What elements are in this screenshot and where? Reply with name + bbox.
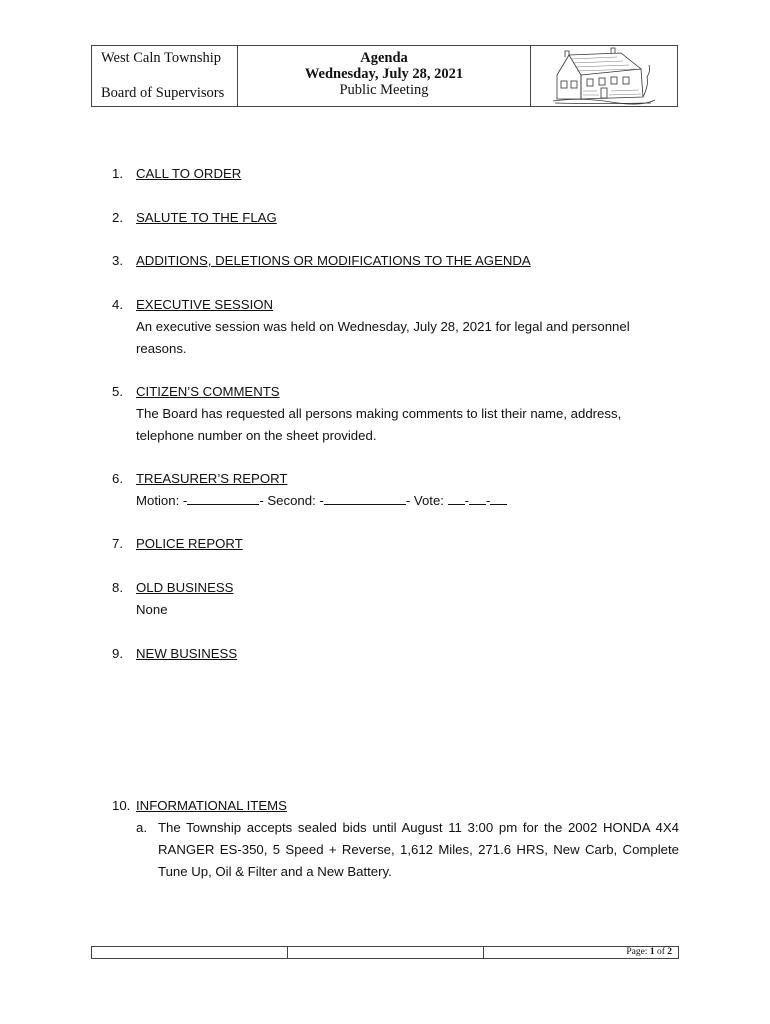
agenda-item [112,468,692,512]
item-number: 3. [112,253,123,268]
sub-item-text: The Township accepts sealed bids until August 11 3:00 pm for the 2002 HONDA 4X4 RANGER ES-350, 5 Speed + Reverse, 1,612 Miles, 271.6 HRS, New Carb, Complete Tune Up, Oil & Filter and a New Battery. [158,820,679,879]
page-title: Agenda [360,50,408,66]
header-table [91,45,678,107]
footer-cell [92,947,288,958]
page-of: of [654,947,668,957]
item-title: SALUTE TO THE FLAG [136,210,277,225]
org-name: West Caln Township [101,50,221,66]
motion-label: Motion: - [136,493,188,508]
vote-blank[interactable] [490,492,507,505]
agenda-item [112,207,692,229]
agenda-item [112,795,692,817]
page-total: 2 [667,947,672,957]
item-title: TREASURER’S REPORT [136,471,288,486]
motion-blank[interactable] [187,492,259,505]
item-title: ADDITIONS, DELETIONS OR MODIFICATIONS TO THE AGENDA [136,253,531,268]
item-title: INFORMATIONAL ITEMS [136,798,287,813]
org-board: Board of Supervisors [101,85,225,101]
agenda-item [112,381,692,447]
agenda-item [112,294,692,360]
footer-table [91,946,679,959]
item-number: 8. [112,580,123,595]
item-body-line: None [136,602,168,617]
item-body-line: An executive session was held on Wednesday, July 28, 2021 for legal and personnel [136,319,630,334]
vote-label: - Vote: [405,493,448,508]
agenda-item [112,577,692,621]
footer-cell [288,947,484,958]
item-number: 1. [112,166,123,181]
item-number: 10. [112,798,131,813]
vote-blank[interactable] [448,492,465,505]
item-number: 9. [112,646,123,661]
page-current: 1 [649,947,655,957]
agenda-item [112,533,692,555]
item-number: 5. [112,384,123,399]
item-title: CALL TO ORDER [136,166,242,181]
item-title: OLD BUSINESS [136,580,234,595]
vote-separator: - [486,493,491,508]
item-body-line: The Board has requested all persons making comments to list their name, address, [136,406,622,421]
agenda-item [112,643,692,665]
township-building-sketch-icon [551,47,657,105]
item-number: 7. [112,536,123,551]
vote-separator: - [464,493,470,508]
item-body-line: telephone number on the sheet provided. [136,428,377,443]
meeting-type: Public Meeting [339,82,429,98]
agenda-item [112,250,692,272]
vote-line [136,490,692,512]
sub-item-letter: a. [136,820,147,835]
sub-item [136,817,679,883]
item-title: POLICE REPORT [136,536,243,551]
second-blank[interactable] [324,492,406,505]
header-org-cell [92,46,238,106]
item-number: 4. [112,297,123,312]
item-number: 6. [112,471,123,486]
page-label: Page: [626,947,650,957]
header-logo-cell [531,46,677,106]
second-label: - Second: - [259,493,324,508]
meeting-date: Wednesday, July 28, 2021 [304,66,464,82]
item-title: CITIZEN’S COMMENTS [136,384,280,399]
item-number: 2. [112,210,123,225]
item-body-line: reasons. [136,341,187,356]
agenda-item [112,163,692,185]
page-number [484,947,678,958]
item-title: EXECUTIVE SESSION [136,297,274,312]
header-title-cell [238,46,531,106]
vote-blank[interactable] [469,492,486,505]
item-title: NEW BUSINESS [136,646,238,661]
